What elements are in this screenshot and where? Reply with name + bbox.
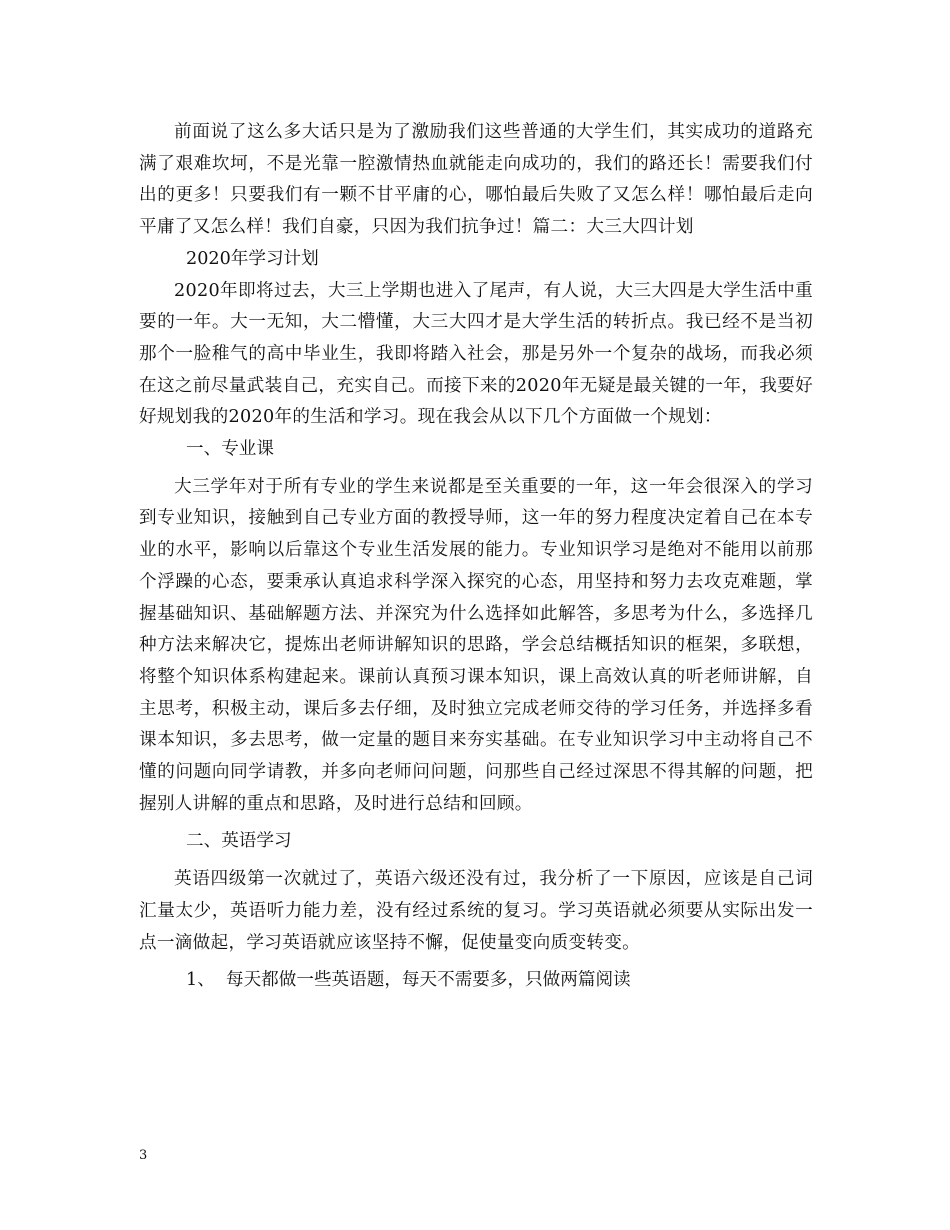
paragraph-english-study: 英语四级第一次就过了，英语六级还没有过，我分析了一下原因，应该是自己词汇量太少，英语听力能力差，没有经过系统的复习。学习英语就必须要从实际出发一点一滴做起，学习英语就应该坚持不懈，促使量变向质变转变。	[139, 869, 813, 953]
document-body	[139, 117, 813, 997]
paragraph-major-courses: 大三学年对于所有专业的学生来说都是至关重要的一年，这一年会很深入的学习到专业知识，接触到自己专业方面的教授导师，这一年的努力程度决定着自己在本专业的水平，影响以后靠这个专业生活发展的能力。专业知识学习是绝对不能用以前那个浮躁的心态，要秉承认真追求科学深入探究的心态，用坚持和努力去攻克难题，掌握基础知识、基础解题方法、并深究为什么选择如此解答，多思考为什么，多选择几种方法来解决它，提炼出老师讲解知识的思路，学会总结概括知识的框架，多联想，将整个知识体系构建起来。课前认真预习课本知识，课上高效认真的听老师讲解，自主思考，积极主动，课后多去仔细，及时独立完成老师交待的学习任务，并选择多看课本知识，多去思考，做一定量的题目来夯实基础。在专业知识学习中主动将自己不懂的问题向同学请教，并多向老师问问题，问那些自己经过深思不得其解的问题，把握别人讲解的重点和思路，及时进行总结和回顾。	[139, 476, 813, 814]
list-item-daily-english: 1、 每天都做一些英语题，每天不需要多，只做两篇阅读	[186, 970, 631, 991]
heading-major-courses: 一、专业课	[186, 439, 274, 460]
heading-study-plan: 2020年学习计划	[186, 248, 319, 269]
heading-english-study: 二、英语学习	[186, 831, 292, 852]
page-number: 3	[139, 1148, 148, 1163]
paragraph-plan-overview: 2020年即将过去，大三上学期也进入了尾声，有人说，大三大四是大学生活中重要的一年。大一无知，大二懵懂，大三大四才是大学生活的转折点。我已经不是当初那个一脸稚气的高中毕业生，我即将踏入社会，那是另外一个复杂的战场，而我必须在这之前尽量武装自己，充实自己。而接下来的2020年无疑是最关键的一年，我要好好规划我的2020年的生活和学习。现在我会从以下几个方面做一个规划：	[139, 280, 813, 428]
paragraph-intro: 前面说了这么多大话只是为了激励我们这些普通的大学生们，其实成功的道路充满了艰难坎坷，不是光靠一腔激情热血就能走向成功的，我们的路还长！需要我们付出的更多！只要我们有一颗不甘平庸的心，哪怕最后失败了又怎么样！哪怕最后走向平庸了又怎么样！我们自豪，只因为我们抗争过！篇二：大三大四计划	[139, 122, 813, 238]
